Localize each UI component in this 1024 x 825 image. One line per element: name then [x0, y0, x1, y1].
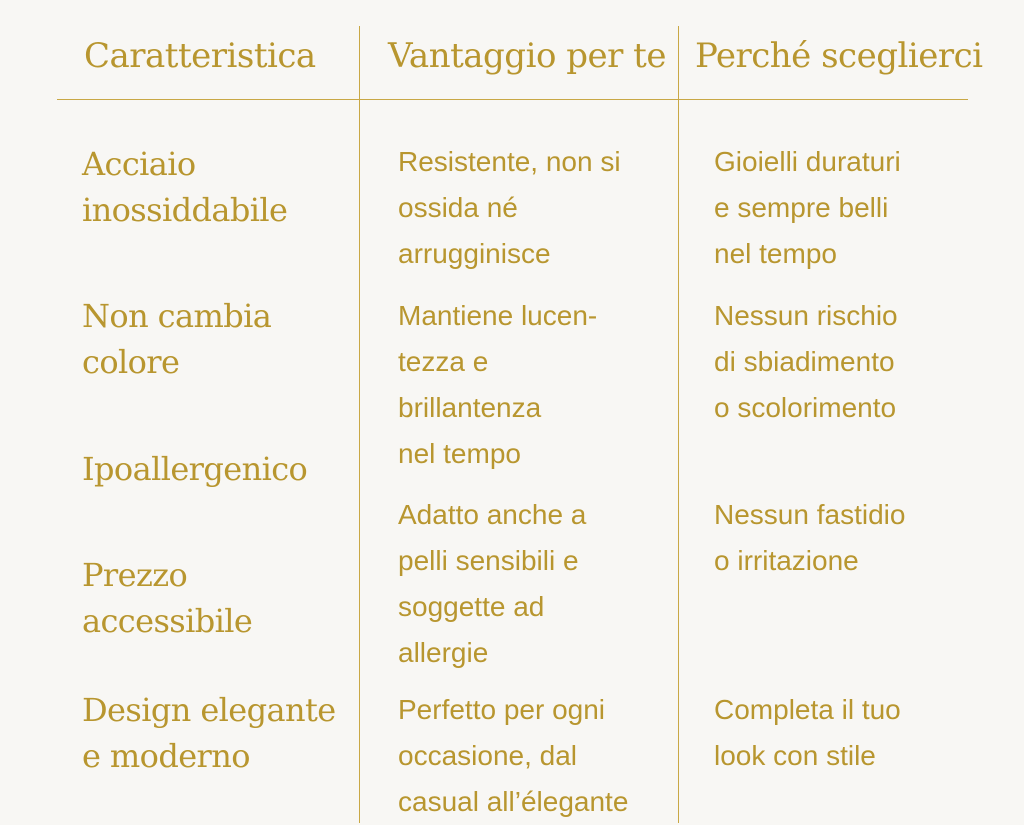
benefit-line: pelli sensibili e [398, 545, 579, 576]
benefit-line: casual all’élegante [398, 786, 629, 817]
header-divider [57, 99, 968, 100]
benefit-line: nel tempo [398, 438, 521, 469]
feature-line: accessibile [82, 602, 253, 640]
feature-cell [82, 446, 307, 492]
header-feature: Caratteristica [84, 36, 316, 76]
benefit-line: tezza e [398, 346, 489, 377]
feature-line: e moderno [82, 737, 250, 775]
feature-line: Acciaio [82, 145, 196, 183]
benefit-cell [398, 139, 663, 277]
reason-line: o scolorimento [714, 392, 897, 423]
feature-line: Design elegante [82, 691, 336, 729]
feature-line: Non cambia [82, 297, 272, 335]
feature-line: colore [82, 343, 180, 381]
feature-line: Prezzo [82, 556, 188, 594]
benefit-line: brillantenza [398, 392, 542, 423]
reason-line: o irritazione [714, 545, 859, 576]
reason-cell [714, 687, 984, 779]
benefit-line: Mantiene lucen- [398, 300, 598, 331]
reason-line: Gioielli duraturi [714, 146, 901, 177]
column-divider-left [359, 26, 360, 823]
reason-cell [714, 492, 984, 584]
benefit-cell [398, 492, 663, 676]
benefit-line: Resistente, non si [398, 146, 621, 177]
benefit-line: allergie [398, 637, 489, 668]
benefit-line: arrugginisce [398, 238, 551, 269]
reason-line: Nessun rischio [714, 300, 898, 331]
reason-cell [714, 139, 984, 277]
reason-cell [714, 293, 984, 431]
reason-line: e sempre belli [714, 192, 889, 223]
column-divider-right [678, 26, 679, 823]
feature-cell [82, 552, 252, 644]
benefit-cell [398, 687, 663, 825]
feature-cell [82, 293, 271, 385]
feature-cell [82, 687, 336, 779]
feature-line: Ipoallergenico [82, 450, 308, 488]
benefit-line: occasione, dal [398, 740, 578, 771]
reason-line: nel tempo [714, 238, 837, 269]
feature-cell [82, 141, 287, 233]
header-why: Perché sceglierci [695, 36, 983, 76]
benefit-line: Perfetto per ogni [398, 694, 606, 725]
benefit-line: ossida né [398, 192, 518, 223]
benefit-line: soggette ad [398, 591, 545, 622]
feature-line: inossiddabile [82, 191, 288, 229]
benefit-cell [398, 293, 663, 477]
reason-line: Nessun fastidio [714, 499, 906, 530]
reason-line: di sbiadimento [714, 346, 895, 377]
reason-line: Completa il tuo [714, 694, 901, 725]
reason-line: look con stile [714, 740, 876, 771]
header-benefit: Vantaggio per te [388, 36, 666, 76]
benefit-line: Adatto anche a [398, 499, 587, 530]
